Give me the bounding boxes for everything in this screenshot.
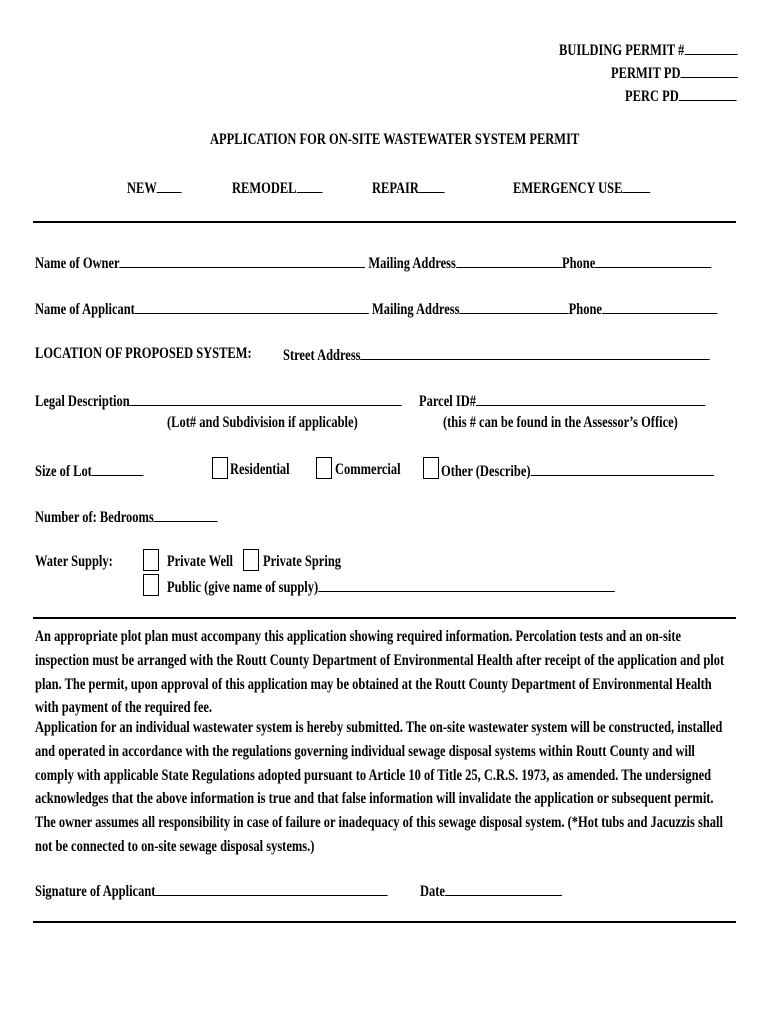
street-address-label: Street Address [283,347,361,364]
permit-pd-label: PERMIT PD [611,65,681,82]
permit-pd-field[interactable] [680,63,738,78]
private-well-checkbox[interactable] [143,549,159,571]
type-remodel-field[interactable] [296,178,322,193]
bedrooms-row [35,507,218,527]
bottom-divider [33,921,736,923]
public-supply-field[interactable] [318,577,614,592]
date-row [420,881,562,901]
type-remodel [232,178,322,198]
applicant-phone-label: Phone [568,301,602,318]
commercial-label: Commercial [335,461,401,478]
declaration-text: Application for an individual wastewater system is hereby submitted. The on-site wastewater system will be constructed, installed and operated in accordance with the regulations governing individual sewage disposal systems within Routt County and will comply with applicable State Regulations adopted pursuant to Article 10 of Title 25, C.R.S. 1973, as amended. The undersigned acknowledges that the above information is true and that false information will invalidate the application or subsequent permit. The owner assumes all responsibility in case of failure or inadequacy of this sewage disposal system. (*Hot tubs and Jacuzzis shall not be connected to on-site sewage disposal systems.) [35,719,723,855]
date-field[interactable] [445,881,562,896]
building-permit-field[interactable] [684,40,737,55]
applicant-phone-field[interactable] [602,299,717,314]
type-emergency [513,178,651,198]
legal-description-field[interactable] [130,391,402,406]
lot-size-row [35,461,143,481]
other-label: Other (Describe) [441,463,531,480]
perc-pd-line [625,86,736,106]
applicant-name-label: Name of Applicant [35,301,135,318]
type-remodel-label: REMODEL [232,180,297,197]
bedrooms-label: Number of: Bedrooms [35,509,154,526]
owner-row [35,253,711,273]
applicant-row [35,299,717,319]
applicant-mailing-field[interactable] [459,299,568,314]
top-divider [33,221,736,223]
private-spring-checkbox[interactable] [243,549,259,571]
public-supply-checkbox[interactable] [143,574,159,596]
legal-description-label: Legal Description [35,393,130,410]
perc-pd-label: PERC PD [625,88,679,105]
type-new-label: NEW [127,180,157,197]
plot-plan-notice: An appropriate plot plan must accompany this application showing required information. Percolation tests and an on-site inspection must be arranged with the Routt County Department of Environmental Health after receipt of the application and plot plan. The permit, upon approval of this application may be obtained at the Routt County Department of Environmental Health with payment of the required fee. [35,628,725,717]
owner-name-field[interactable] [120,253,366,268]
street-row [283,345,710,365]
commercial-checkbox[interactable] [316,457,332,479]
perc-pd-field[interactable] [679,86,737,101]
residential-checkbox[interactable] [212,457,228,479]
lot-size-label: Size of Lot [35,463,92,480]
middle-divider [33,617,736,619]
bedrooms-field[interactable] [154,507,218,522]
applicant-mailing-label: Mailing Address [371,301,460,318]
signature-row [35,881,388,901]
form-title: APPLICATION FOR ON-SITE WASTEWATER SYSTEM PERMIT [210,131,580,148]
private-well-label: Private Well [167,553,233,570]
owner-phone-field[interactable] [595,253,711,268]
legal-row [35,391,402,411]
legal-note: (Lot# and Subdivision if applicable) [167,414,358,431]
location-label: LOCATION OF PROPOSED SYSTEM: [35,345,252,362]
type-repair-label: REPAIR [372,180,419,197]
parcel-id-field[interactable] [476,391,705,406]
public-supply-row [167,577,615,597]
private-spring-label: Private Spring [263,553,341,570]
residential-label: Residential [230,461,290,478]
parcel-note: (this # can be found in the Assessor’s Office) [443,414,678,431]
parcel-id-label: Parcel ID# [419,393,476,410]
other-describe-field[interactable] [531,461,714,476]
type-repair-field[interactable] [419,178,445,193]
water-supply-label: Water Supply: [35,553,113,570]
owner-mailing-label: Mailing Address [368,255,456,272]
type-new [127,178,182,198]
date-label: Date [420,883,445,900]
building-permit-label: BUILDING PERMIT # [559,42,685,59]
other-row [441,461,714,481]
other-checkbox[interactable] [423,457,439,479]
type-emergency-label: EMERGENCY USE [513,180,623,197]
permit-pd-line [611,63,738,83]
type-new-field[interactable] [157,178,182,193]
type-repair [372,178,445,198]
type-emergency-field[interactable] [622,178,650,193]
building-permit-line [559,40,737,60]
applicant-name-field[interactable] [135,299,369,314]
owner-phone-label: Phone [561,255,596,272]
owner-name-label: Name of Owner [35,255,120,272]
street-address-field[interactable] [361,345,710,360]
owner-mailing-field[interactable] [456,253,562,268]
lot-size-field[interactable] [92,461,143,476]
parcel-row [419,391,705,411]
signature-label: Signature of Applicant [35,883,156,900]
public-supply-label: Public (give name of supply) [167,579,319,596]
signature-field[interactable] [155,881,387,896]
